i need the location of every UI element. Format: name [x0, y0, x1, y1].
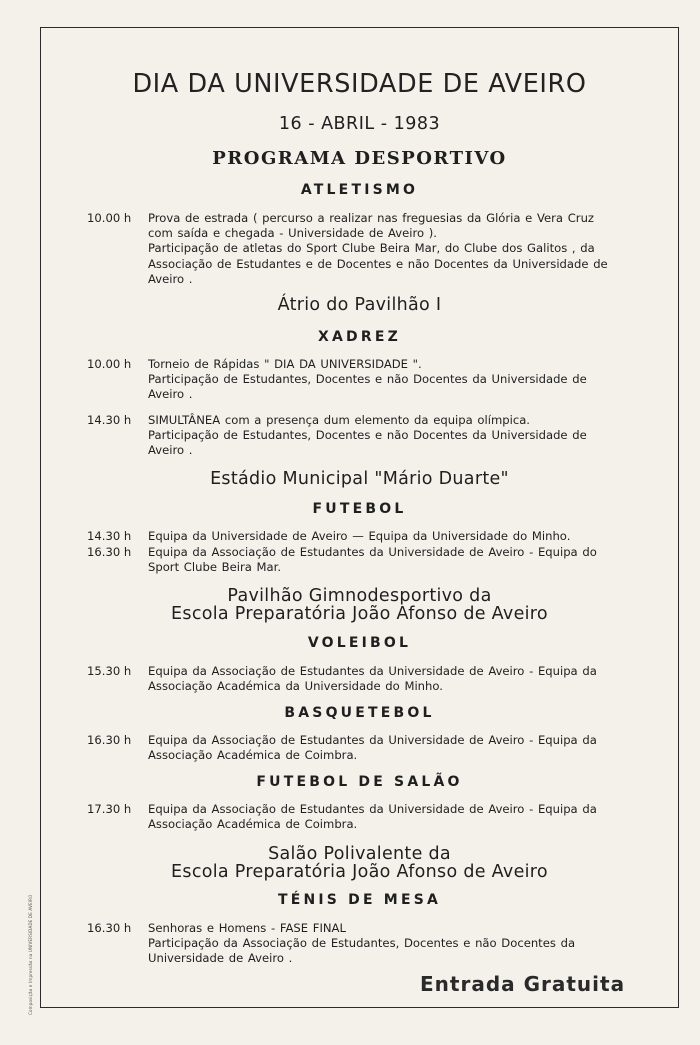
entry-description — [148, 733, 638, 763]
section-heading-futebol: FUTEBOL — [312, 501, 407, 517]
free-entry-notice: Entrada Gratuita — [420, 972, 626, 996]
entry-line: Associação Académica de Coimbra. — [148, 748, 358, 763]
entry-time: 16.30 h — [87, 733, 132, 747]
entry-line: Equipa da Associação de Estudantes da Universidade de Aveiro - Equipa da — [148, 733, 597, 747]
entry-line: Aveiro . — [148, 387, 193, 402]
entry-line: Equipa da Associação de Estudantes da Universidade de Aveiro - Equipa do — [148, 545, 597, 559]
entry-line: Associação Académica de Coimbra. — [148, 817, 358, 832]
section-heading-basquetebol: BASQUETEBOL — [284, 705, 435, 721]
entry-line: Aveiro . — [148, 271, 193, 286]
venue-escola-preparatoria-2: Escola Preparatória João Afonso de Aveiro — [171, 862, 548, 882]
entry-description — [148, 211, 638, 287]
entry-time: 10.00 h — [87, 357, 132, 371]
entry-line: Associação Académica da Universidade do Minho. — [148, 679, 443, 694]
entry-time: 15.30 h — [87, 664, 132, 678]
venue-salao-polivalente: Salão Polivalente da — [268, 844, 451, 864]
entry-description — [148, 529, 638, 544]
poster-title: DIA DA UNIVERSIDADE DE AVEIRO — [132, 69, 587, 99]
entry-time: 14.30 h — [87, 413, 132, 427]
entry-line: Equipa da Universidade de Aveiro — Equipa da Universidade do Minho. — [148, 529, 571, 543]
venue-estadio-municipal: Estádio Municipal "Mário Duarte" — [210, 469, 509, 489]
section-heading-voleibol: VOLEIBOL — [307, 635, 412, 651]
entry-line: Prova de estrada ( percurso a realizar nas freguesias da Glória e Vera Cruz — [148, 211, 594, 225]
entry-line: Participação de Estudantes, Docentes e não Docentes da Universidade de — [148, 372, 587, 387]
entry-time: 16.30 h — [87, 921, 132, 935]
entry-line: Associação de Estudantes e de Docentes e não Docentes da Universidade de — [148, 256, 608, 271]
section-heading-futebol-salao: FUTEBOL DE SALÃO — [256, 774, 463, 790]
entry-line: Universidade de Aveiro . — [148, 951, 293, 966]
program-title: PROGRAMA DESPORTIVO — [212, 148, 507, 169]
entry-line: Torneio de Rápidas " DIA DA UNIVERSIDADE ". — [148, 357, 422, 371]
entry-line: Participação de Estudantes, Docentes e não Docentes da Universidade de — [148, 428, 587, 443]
entry-time: 10.00 h — [87, 211, 132, 225]
venue-escola-preparatoria: Escola Preparatória João Afonso de Aveiro — [171, 604, 548, 624]
venue-atrio-pavilhao: Átrio do Pavilhão I — [277, 295, 442, 315]
entry-line: SIMULTÂNEA com a presença dum elemento da equipa olímpica. — [148, 413, 530, 427]
entry-time: 17.30 h — [87, 802, 132, 816]
event-date: 16 - ABRIL - 1983 — [278, 114, 441, 134]
printer-credit: Composição e Impressão na UNIVERSIDADE DE AVEIRO — [28, 894, 33, 1015]
entry-line: Participação da Associação de Estudantes, Docentes e não Docentes da — [148, 936, 576, 951]
section-heading-xadrez: XADREZ — [318, 329, 401, 345]
entry-description — [148, 921, 638, 967]
entry-description — [148, 413, 638, 459]
entry-line: Equipa da Associação de Estudantes da Universidade de Aveiro - Equipa da — [148, 664, 597, 678]
entry-description — [148, 357, 638, 403]
entry-description — [148, 664, 638, 694]
entry-line: Equipa da Associação de Estudantes da Universidade de Aveiro - Equipa da — [148, 802, 597, 816]
entry-line: Sport Clube Beira Mar. — [148, 560, 282, 575]
entry-line: Aveiro . — [148, 443, 193, 458]
venue-pavilhao-gimnodesportivo: Pavilhão Gimnodesportivo da — [227, 586, 492, 606]
entry-description — [148, 545, 638, 575]
entry-time: 16.30 h — [87, 545, 132, 559]
entry-line: Senhoras e Homens - FASE FINAL — [148, 921, 346, 935]
entry-line: com saída e chegada - Universidade de Aveiro ). — [148, 226, 437, 241]
section-heading-tenis-mesa: TÉNIS DE MESA — [277, 892, 442, 908]
entry-description — [148, 802, 638, 832]
entry-time: 14.30 h — [87, 529, 132, 543]
entry-line: Participação de atletas do Sport Clube Beira Mar, do Clube dos Galitos , da — [148, 241, 595, 256]
section-heading-atletismo: ATLETISMO — [300, 182, 419, 198]
